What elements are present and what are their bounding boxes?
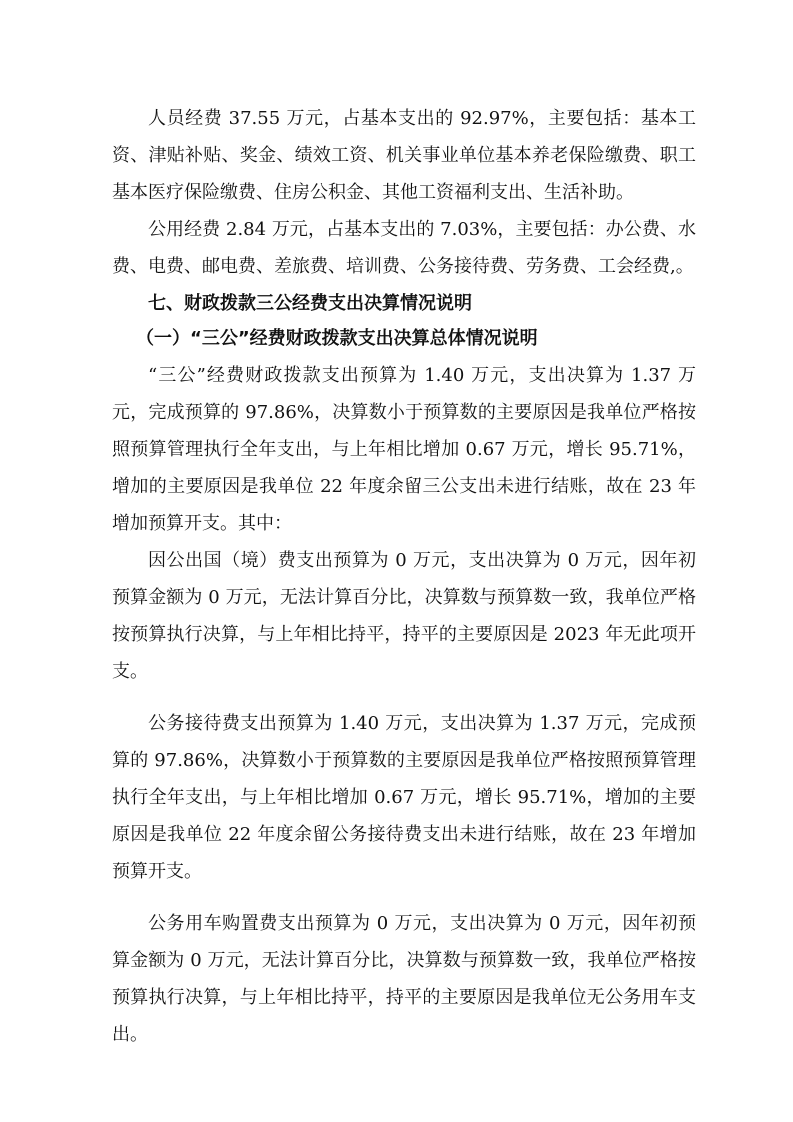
document-body <box>112 100 696 1053</box>
paragraph-reception-expense: 公务接待费支出预算为 1.40 万元，支出决算为 1.37 万元，完成预算的 97.86%，决算数小于预算数的主要原因是我单位严格按照预算管理执行全年支出，与上年相比增加 0.67 万元，增长 95.71%，增加的主要原因是我单位 22 年度余留公务接待费支出未进行结账，故在 23 年增加预算开支。 <box>112 713 696 882</box>
paragraph-vehicle-expense: 公务用车购置费支出预算为 0 万元，支出决算为 0 万元，因年初预算金额为 0 万元，无法计算百分比，决算数与预算数一致，我单位严格按预算执行决算，与上年相比持平，持平的主要原因是我单位无公务用车支出。 <box>112 913 696 1045</box>
paragraph-personnel-expense: 人员经费 37.55 万元，占基本支出的 92.97%，主要包括：基本工资、津贴补贴、奖金、绩效工资、机关事业单位基本养老保险缴费、职工基本医疗保险缴费、住房公积金、其他工资福利支出、生活补助。 <box>112 108 696 203</box>
subsection-heading-overall: （一）“三公”经费财政拨款支出决算总体情况说明 <box>136 328 538 349</box>
paragraph-public-expense: 公用经费 2.84 万元，占基本支出的 7.03%，主要包括：办公费、水费、电费、邮电费、差旅费、培训费、公务接待费、劳务费、工会经费,。 <box>112 219 696 277</box>
section-heading-three-public: 七、财政拨款三公经费支出决算情况说明 <box>148 293 472 314</box>
paragraph-three-public-overall: “三公”经费财政拨款支出预算为 1.40 万元，支出决算为 1.37 万元，完成预算的 97.86%，决算数小于预算数的主要原因是我单位严格按照预算管理执行全年支出，与上年相比增加 0.67 万元，增长 95.71%，增加的主要原因是我单位 22 年度余留三公支出未进行结账，故在 23 年增加预算开支。其中： <box>112 365 696 534</box>
paragraph-abroad-expense: 因公出国（境）费支出预算为 0 万元，支出决算为 0 万元，因年初预算金额为 0 万元，无法计算百分比，决算数与预算数一致，我单位严格按预算执行决算，与上年相比持平，持平的主要原因是 2023 年无此项开支。 <box>112 550 696 682</box>
